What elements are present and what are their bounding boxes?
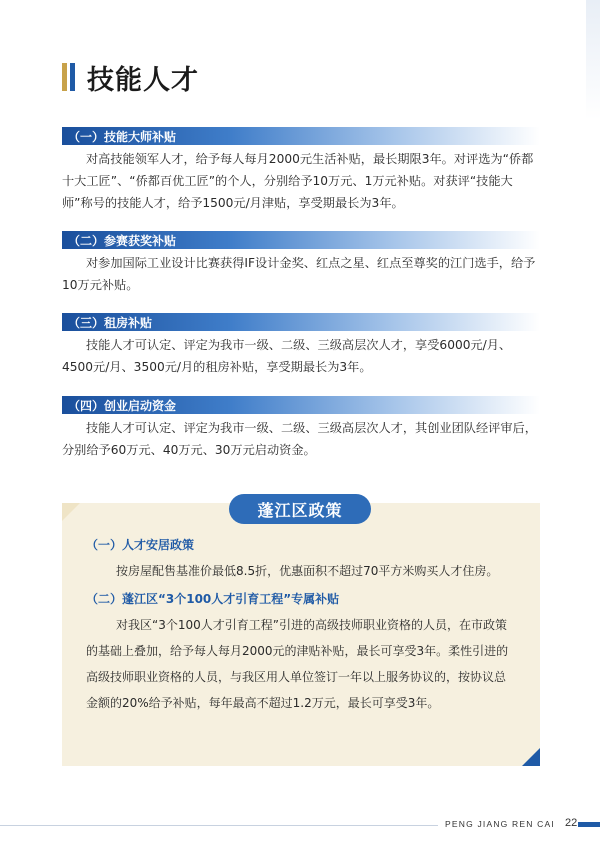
page-title-block <box>62 60 199 94</box>
corner-decoration <box>586 0 600 120</box>
footer-running-title: PENG JIANG REN CAI <box>445 819 555 829</box>
section-text-1 <box>62 148 540 214</box>
policy-item-text-1 <box>86 558 516 584</box>
policy-box-title: 蓬江区政策 <box>229 494 371 524</box>
section-text-2 <box>62 252 540 296</box>
section-heading-3 <box>62 313 540 331</box>
section-heading-1-label: （一）技能大师补贴 <box>68 130 177 144</box>
section-heading-4 <box>62 396 540 414</box>
footer-accent <box>578 822 600 827</box>
section-heading-4-label: （四）创业启动资金 <box>68 399 177 413</box>
title-accent-gold <box>62 63 67 91</box>
section-text-3 <box>62 334 540 378</box>
section-text-1-body: 对高技能领军人才，给予每人每月2000元生活补贴，最长期限3年。对评选为“侨都十大工匠”、“侨都百优工匠”的个人，分别给予10万元、1万元补贴。对获评“技能大师”称号的技能人才，给予1500元/月津贴，享受期最长为3年。 <box>62 152 534 210</box>
policy-item-text-2 <box>86 612 516 716</box>
policy-item-text-1-body: 按房屋配售基准价最低8.5折，优惠面积不超过70平方米购买人才住房。 <box>116 564 499 578</box>
section-heading-3-label: （三）租房补贴 <box>68 316 153 330</box>
section-heading-2 <box>62 231 540 249</box>
section-heading-1 <box>62 127 540 145</box>
policy-item-heading-1: （一）人才安居政策 <box>86 538 195 552</box>
footer-divider <box>0 825 438 826</box>
section-text-4-body: 技能人才可认定、评定为我市一级、二级、三级高层次人才，其创业团队经评审后，分别给予60万元、40万元、30万元启动资金。 <box>62 421 537 457</box>
page-number: 22 <box>565 817 578 829</box>
section-text-3-body: 技能人才可认定、评定为我市一级、二级、三级高层次人才，享受6000元/月、4500元/月、3500元/月的租房补贴，享受期最长为3年。 <box>62 338 512 374</box>
policy-item-heading-2: （二）蓬江区“3个100人才引育工程”专属补贴 <box>86 592 340 606</box>
page-title: 技能人才 <box>87 64 199 96</box>
section-text-4 <box>62 417 540 461</box>
title-accent-blue <box>70 63 75 91</box>
policy-item-text-2-body: 对我区“3个100人才引育工程”引进的高级技师职业资格的人员，在市政策的基础上叠加，给予每人每月2000元的津贴补贴，最长可享受3年。柔性引进的高级技师职业资格的人员，与我区用人单位签订一年以上服务协议的，按协议总金额的20%给予补贴，每年最高不超过1.2万元，最长可享受3年。 <box>86 618 509 710</box>
policy-box-corner-left <box>62 503 80 521</box>
policy-box-corner-right <box>522 748 540 766</box>
section-heading-2-label: （二）参赛获奖补贴 <box>68 234 177 248</box>
section-text-2-body: 对参加国际工业设计比赛获得IF设计金奖、红点之星、红点至尊奖的江门选手，给予10万元补贴。 <box>62 256 536 292</box>
